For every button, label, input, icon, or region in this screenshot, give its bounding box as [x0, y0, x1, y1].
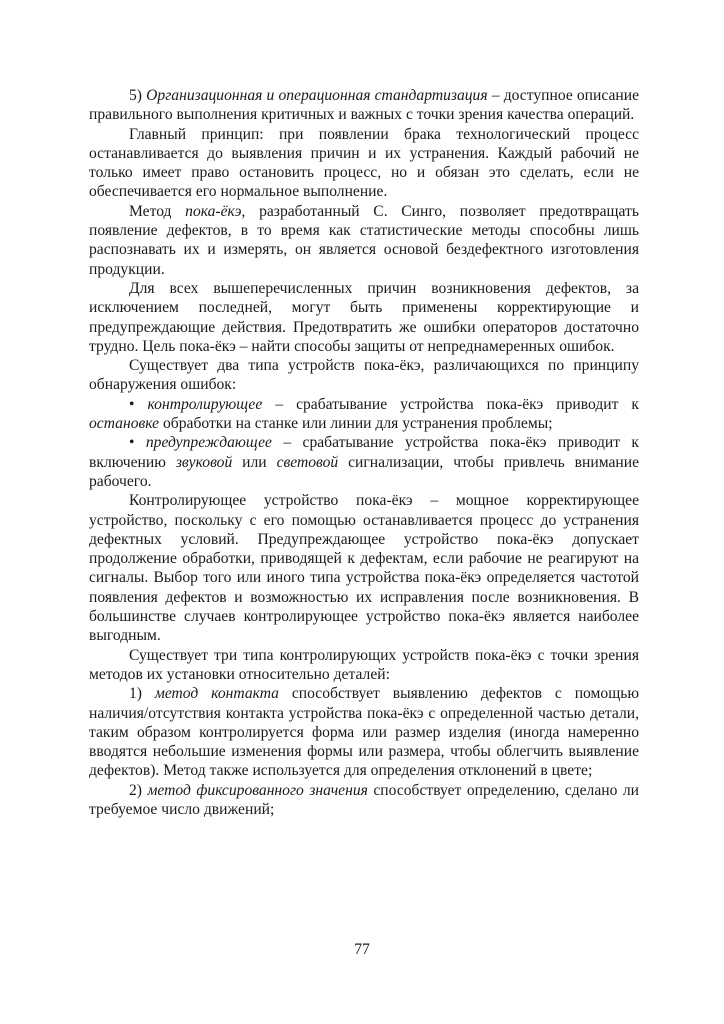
- document-body: [89, 86, 639, 819]
- paragraph-text: 1): [129, 685, 155, 703]
- list-item-fixed-value-method: [89, 781, 639, 820]
- list-item-contact-method: [89, 684, 639, 780]
- bullet-controlling: [89, 395, 639, 434]
- paragraph-text: Метод: [129, 202, 186, 220]
- paragraph-text: Существует два типа устройств пока-ёкэ, различающихся по принципу обнаружения ошибок:: [89, 357, 639, 394]
- paragraph-text: 2): [129, 781, 148, 799]
- italic-term: метод контакта: [154, 685, 279, 703]
- paragraph-main-principle: [89, 125, 639, 202]
- paragraph-text: обработки на станке или линии для устранения проблемы;: [159, 415, 553, 433]
- italic-term: предупреждающее: [145, 434, 272, 452]
- paragraph-text: способствует выявлению дефектов с помощью наличия/отсутствия контакта устройства пока-ёкэ с определенной частью детали, таким образом контролируется форма или размер изделия (иногда намеренно вводятся небольшие изменения формы или размера, чтобы облегчить выявление дефектов). Метод также используется для определения отклонений в цвете;: [89, 685, 639, 780]
- paragraph-text: способствует определению, сделано ли требуемое число движений;: [89, 781, 640, 818]
- paragraph-three-types: [89, 646, 639, 685]
- paragraph-text: , разработанный С. Синго, позволяет предотвращать появление дефектов, в то время как статистические методы способны лишь распознавать их и измерять, он является основой бездефектного изготовления продукции.: [89, 202, 639, 278]
- paragraph-text: сигнализации, чтобы привлечь внимание рабочего.: [89, 453, 639, 490]
- paragraph-text: или: [232, 453, 277, 471]
- page-number: 77: [354, 941, 370, 958]
- paragraph-text: Главный принцип: при появлении брака технологический процесс останавливается до выявления причин и их устранения. Каждый рабочий не только имеет право остановить процесс, но и обязан это сделать, если не обеспечивается его нормальное выполнение.: [89, 125, 639, 201]
- italic-term: метод фиксированного значения: [147, 781, 368, 799]
- paragraph-two-types: [89, 356, 639, 395]
- paragraph-text: Контролирующее устройство пока-ёкэ – мощное корректирующее устройство, поскольку с его помощью останавливается процесс до устранения дефектных условий. Предупреждающее устройство пока-ёкэ допускает продолжение обработки, приводящей к дефектам, если рабочие не реагируют на сигналы. Выбор того или иного типа устройства пока-ёкэ определяется частотой появления дефектов и возможностью их исправления после возникновения. В большинстве случаев контролирующее устройство пока-ёкэ является наиболее выгодным.: [89, 492, 639, 645]
- italic-term: остановке: [89, 415, 160, 433]
- paragraph-text: – срабатывание устройства пока-ёкэ приводит к: [262, 395, 640, 413]
- paragraph-poka-yoke-method: [89, 202, 639, 279]
- italic-term: звуковой: [175, 453, 233, 471]
- paragraph-text: – доступное описание правильного выполнения критичных и важных с точки зрения качества операций.: [89, 87, 640, 124]
- italic-term: Организационная и операционная стандартизация: [146, 87, 488, 104]
- bullet-icon: •: [129, 395, 148, 413]
- paragraph-text: Для всех вышеперечисленных причин возникновения дефектов, за исключением последней, могут быть применены корректирующие и предупреждающие действия. Предотвратить же ошибки операторов достаточно трудно. Цель пока-ёкэ – найти способы защиты от непреднамеренных ошибок.: [89, 279, 639, 355]
- paragraph-standardization: [89, 86, 639, 125]
- paragraph-text: – срабатывание устройства пока-ёкэ приводит к включению: [89, 434, 640, 471]
- italic-term: световой: [276, 453, 339, 471]
- italic-term: пока-ёкэ: [185, 202, 242, 220]
- paragraph-text: 5): [129, 87, 147, 104]
- paragraph-defect-causes: [89, 279, 639, 356]
- italic-term: контролирующее: [147, 395, 263, 413]
- paragraph-controlling-device: [89, 491, 639, 645]
- bullet-icon: •: [129, 434, 146, 452]
- bullet-warning: [89, 433, 639, 491]
- paragraph-text: Существует три типа контролирующих устройств пока-ёкэ с точки зрения методов их установки относительно деталей:: [89, 646, 639, 683]
